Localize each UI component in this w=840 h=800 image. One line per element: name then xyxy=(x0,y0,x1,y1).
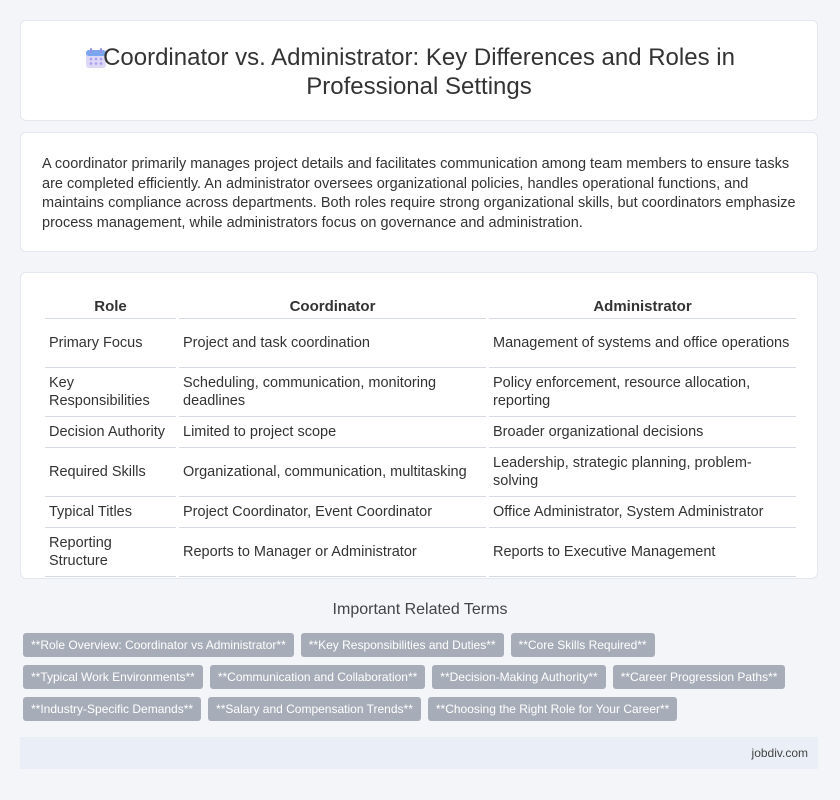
footer xyxy=(20,737,818,769)
related-term-tag[interactable]: **Career Progression Paths** xyxy=(613,665,786,689)
related-term-tag[interactable]: **Industry-Specific Demands** xyxy=(23,697,201,721)
header-administrator: Administrator xyxy=(489,293,796,319)
table-row xyxy=(45,448,796,497)
table-cell: Decision Authority xyxy=(45,417,176,448)
related-term-tag[interactable]: **Choosing the Right Role for Your Career** xyxy=(428,697,677,721)
related-term-tag[interactable]: **Salary and Compensation Trends** xyxy=(208,697,421,721)
table-cell: Reporting Structure xyxy=(45,528,176,577)
table-cell: Organizational, communication, multitasking xyxy=(179,448,486,497)
related-term-tag[interactable]: **Core Skills Required** xyxy=(511,633,655,657)
intro-card xyxy=(20,132,818,252)
table-cell: Policy enforcement, resource allocation, reporting xyxy=(489,368,796,417)
table-cell: Broader organizational decisions xyxy=(489,417,796,448)
table-cell: Key Responsibilities xyxy=(45,368,176,417)
related-term-tag[interactable]: **Role Overview: Coordinator vs Administrator** xyxy=(23,633,294,657)
intro-paragraph: A coordinator primarily manages project details and facilitates communication among team members to ensure tasks are completed efficiently. An administrator oversees organizational policies, handles operational functions, and maintains compliance across departments. Both roles require strong organizational skills, but coordinators emphasize process management, while administrators focus on governance and administration. xyxy=(42,156,796,231)
table-cell: Limited to project scope xyxy=(179,417,486,448)
header-coordinator: Coordinator xyxy=(179,293,486,319)
related-term-tag[interactable]: **Decision-Making Authority** xyxy=(432,665,605,689)
page-title-line-2: Professional Settings xyxy=(306,73,532,100)
table-cell: Scheduling, communication, monitoring deadlines xyxy=(179,368,486,417)
header-card xyxy=(20,20,818,121)
table-header-row xyxy=(45,293,796,319)
table-row xyxy=(45,417,796,448)
related-term-tag[interactable]: **Key Responsibilities and Duties** xyxy=(301,633,504,657)
footer-site-link[interactable]: jobdiv.com xyxy=(751,746,808,760)
table-row xyxy=(45,319,796,368)
related-term-tag[interactable]: **Typical Work Environments** xyxy=(23,665,203,689)
table-row xyxy=(45,368,796,417)
table-cell: Required Skills xyxy=(45,448,176,497)
table-cell: Reports to Executive Management xyxy=(489,528,796,577)
table-cell: Typical Titles xyxy=(45,497,176,528)
table-cell: Leadership, strategic planning, problem-solving xyxy=(489,448,796,497)
related-term-tag[interactable]: **Communication and Collaboration** xyxy=(210,665,425,689)
table-cell: Primary Focus xyxy=(45,319,176,368)
table-cell: Project Coordinator, Event Coordinator xyxy=(179,497,486,528)
comparison-table-card xyxy=(20,272,818,579)
table-cell: Reports to Manager or Administrator xyxy=(179,528,486,577)
table-row xyxy=(45,528,796,577)
table-cell: Management of systems and office operations xyxy=(489,319,796,368)
related-terms-title: Important Related Terms xyxy=(332,601,508,618)
page-title xyxy=(21,43,817,101)
table-cell: Office Administrator, System Administrator xyxy=(489,497,796,528)
table-row xyxy=(45,497,796,528)
page-title-line-1: Coordinator vs. Administrator: Key Differences and Roles in xyxy=(103,44,735,71)
table-cell: Project and task coordination xyxy=(179,319,486,368)
header-role: Role xyxy=(45,293,176,319)
related-terms-tags xyxy=(23,633,803,729)
comparison-table xyxy=(42,293,799,577)
